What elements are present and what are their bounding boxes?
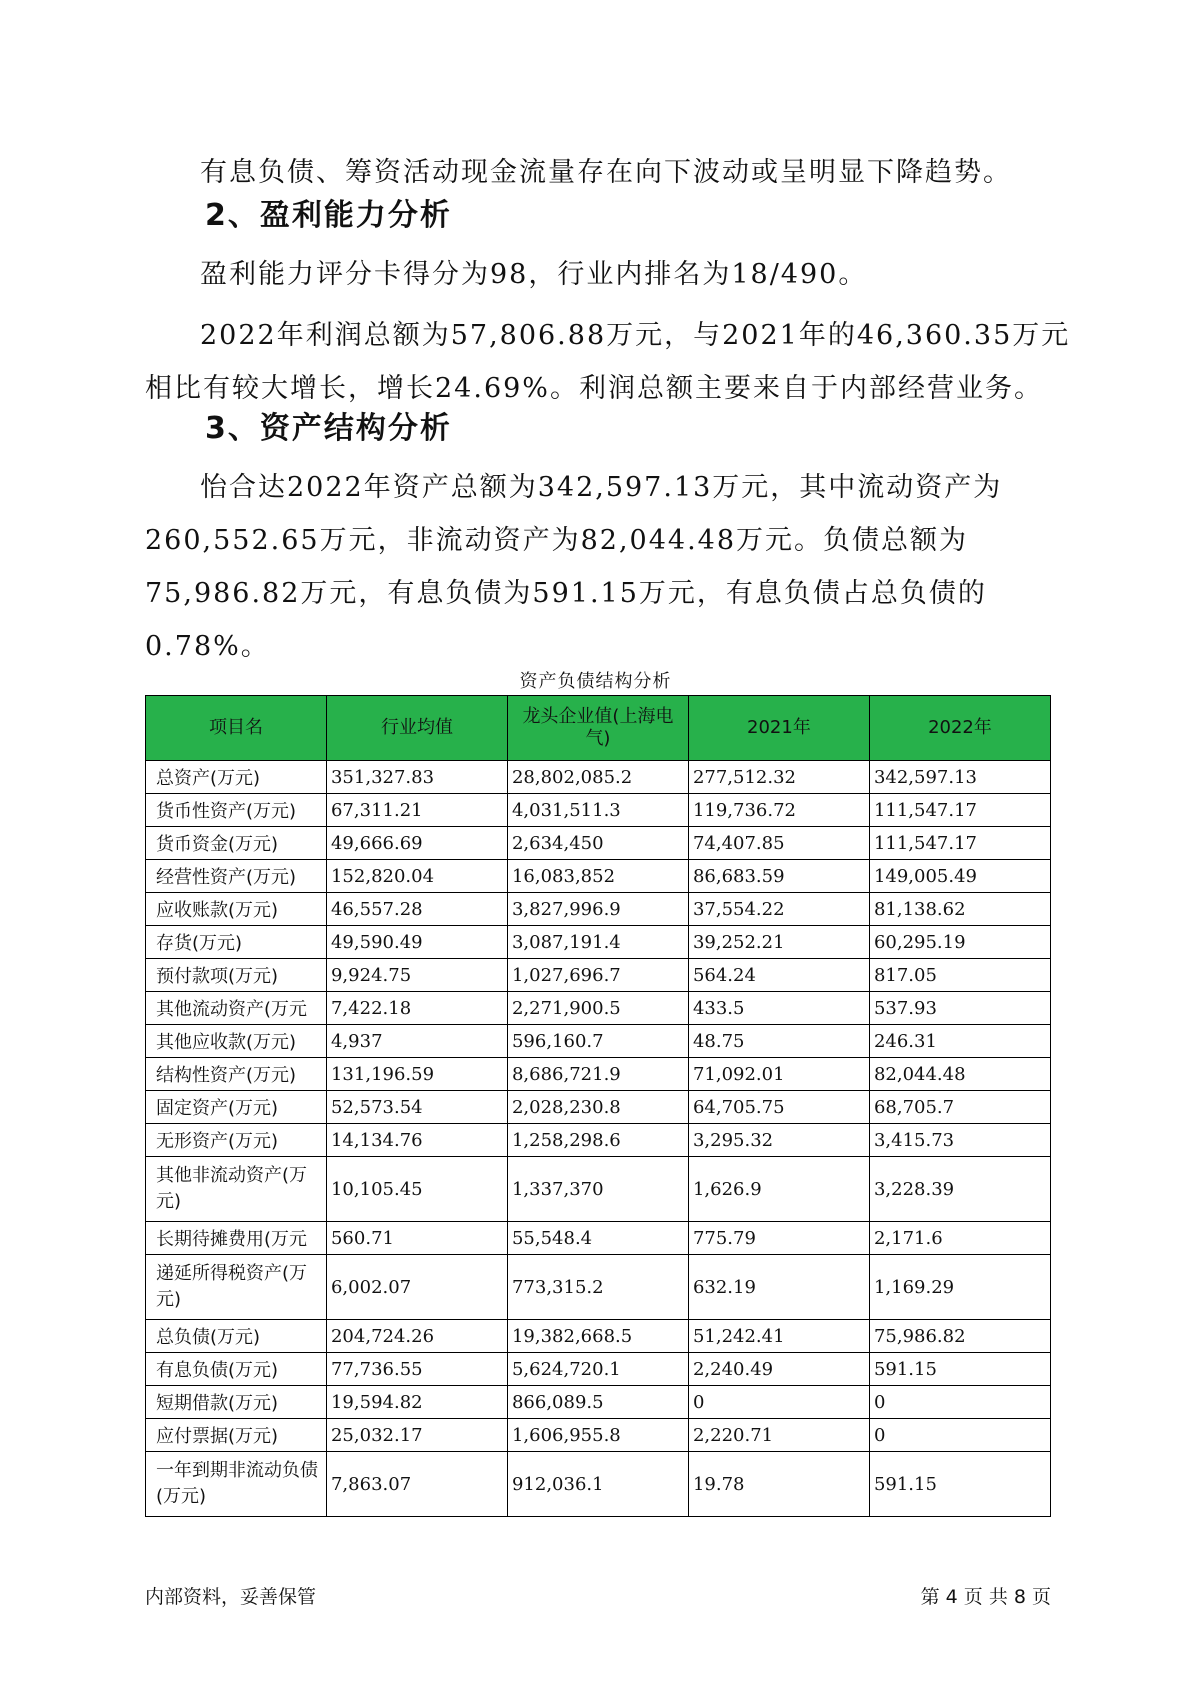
cell-2021: 51,242.41 <box>688 1320 869 1353</box>
cell-item-name: 固定资产(万元) <box>146 1091 327 1124</box>
cell-2022: 1,169.29 <box>869 1255 1050 1320</box>
cell-item-name: 其他非流动资产(万元) <box>146 1157 327 1222</box>
cell-2021: 19.78 <box>688 1452 869 1517</box>
cell-leader-value: 866,089.5 <box>507 1386 688 1419</box>
column-header-2022: 2022年 <box>869 696 1050 761</box>
column-header-industry-avg: 行业均值 <box>326 696 507 761</box>
section-heading-asset-structure: 3、资产结构分析 <box>205 411 452 446</box>
cell-industry-avg: 4,937 <box>326 1025 507 1058</box>
cell-2022: 81,138.62 <box>869 893 1050 926</box>
cell-2021: 71,092.01 <box>688 1058 869 1091</box>
cell-2022: 537.93 <box>869 992 1050 1025</box>
table-row <box>146 1124 1051 1157</box>
cell-2022: 342,597.13 <box>869 761 1050 794</box>
cell-2021: 37,554.22 <box>688 893 869 926</box>
cell-2021: 119,736.72 <box>688 794 869 827</box>
cell-item-name: 短期借款(万元) <box>146 1386 327 1419</box>
cell-item-name: 有息负债(万元) <box>146 1353 327 1386</box>
cell-item-name: 结构性资产(万元) <box>146 1058 327 1091</box>
cell-2022: 817.05 <box>869 959 1050 992</box>
cell-2022: 0 <box>869 1419 1050 1452</box>
paragraph-asset-summary: 怡合达2022年资产总额为342,597.13万元，其中流动资产为260,552.65万元，非流动资产为82,044.48万元。负债总额为75,986.82万元，有息负债为591.15万元，有息负债占总负债的0.78%。 <box>145 472 1003 662</box>
table-row <box>146 1386 1051 1419</box>
cell-2021: 3,295.32 <box>688 1124 869 1157</box>
cell-industry-avg: 7,422.18 <box>326 992 507 1025</box>
cell-item-name: 货币资金(万元) <box>146 827 327 860</box>
table-row <box>146 1091 1051 1124</box>
cell-leader-value: 1,606,955.8 <box>507 1419 688 1452</box>
cell-leader-value: 8,686,721.9 <box>507 1058 688 1091</box>
balance-sheet-table <box>145 695 1051 1517</box>
cell-leader-value: 2,271,900.5 <box>507 992 688 1025</box>
cell-industry-avg: 10,105.45 <box>326 1157 507 1222</box>
cell-2021: 0 <box>688 1386 869 1419</box>
table-row <box>146 893 1051 926</box>
cell-item-name: 一年到期非流动负债(万元) <box>146 1452 327 1517</box>
table-row <box>146 1058 1051 1091</box>
cell-industry-avg: 204,724.26 <box>326 1320 507 1353</box>
cell-2021: 564.24 <box>688 959 869 992</box>
cell-2022: 591.15 <box>869 1452 1050 1517</box>
cell-industry-avg: 77,736.55 <box>326 1353 507 1386</box>
cell-industry-avg: 560.71 <box>326 1222 507 1255</box>
cell-item-name: 其他应收款(万元) <box>146 1025 327 1058</box>
cell-industry-avg: 351,327.83 <box>326 761 507 794</box>
table-header-row <box>146 696 1051 761</box>
cell-2021: 775.79 <box>688 1222 869 1255</box>
cell-leader-value: 1,027,696.7 <box>507 959 688 992</box>
cell-2021: 39,252.21 <box>688 926 869 959</box>
cell-2021: 64,705.75 <box>688 1091 869 1124</box>
cell-industry-avg: 67,311.21 <box>326 794 507 827</box>
cell-item-name: 应收账款(万元) <box>146 893 327 926</box>
cell-item-name: 总资产(万元) <box>146 761 327 794</box>
cell-leader-value: 2,028,230.8 <box>507 1091 688 1124</box>
cell-2022: 60,295.19 <box>869 926 1050 959</box>
cell-2021: 433.5 <box>688 992 869 1025</box>
cell-leader-value: 3,827,996.9 <box>507 893 688 926</box>
cell-leader-value: 5,624,720.1 <box>507 1353 688 1386</box>
cell-leader-value: 1,337,370 <box>507 1157 688 1222</box>
cell-2022: 246.31 <box>869 1025 1050 1058</box>
cell-item-name: 长期待摊费用(万元 <box>146 1222 327 1255</box>
table-caption: 资产负债结构分析 <box>519 671 672 692</box>
cell-industry-avg: 49,590.49 <box>326 926 507 959</box>
table-row <box>146 926 1051 959</box>
cell-leader-value: 2,634,450 <box>507 827 688 860</box>
cell-2022: 82,044.48 <box>869 1058 1050 1091</box>
cell-leader-value: 1,258,298.6 <box>507 1124 688 1157</box>
paragraph-profit-scorecard: 盈利能力评分卡得分为98，行业内排名为18/490。 <box>200 259 868 290</box>
section-heading-profitability: 2、盈利能力分析 <box>205 198 452 233</box>
table-row <box>146 1419 1051 1452</box>
cell-2022: 111,547.17 <box>869 827 1050 860</box>
table-row <box>146 1353 1051 1386</box>
footer-page-number: 第 4 页 共 8 页 <box>920 1586 1051 1608</box>
column-header-2021: 2021年 <box>688 696 869 761</box>
cell-industry-avg: 49,666.69 <box>326 827 507 860</box>
cell-leader-value: 596,160.7 <box>507 1025 688 1058</box>
cell-industry-avg: 19,594.82 <box>326 1386 507 1419</box>
cell-item-name: 应付票据(万元) <box>146 1419 327 1452</box>
table-row <box>146 959 1051 992</box>
cell-industry-avg: 9,924.75 <box>326 959 507 992</box>
cell-2021: 632.19 <box>688 1255 869 1320</box>
cell-leader-value: 55,548.4 <box>507 1222 688 1255</box>
cell-leader-value: 4,031,511.3 <box>507 794 688 827</box>
cell-item-name: 无形资产(万元) <box>146 1124 327 1157</box>
cell-item-name: 货币性资产(万元) <box>146 794 327 827</box>
cell-2021: 1,626.9 <box>688 1157 869 1222</box>
cell-2022: 149,005.49 <box>869 860 1050 893</box>
column-header-leader-value: 龙头企业值(上海电气) <box>507 696 688 761</box>
column-header-item-name: 项目名 <box>146 696 327 761</box>
cell-2022: 3,228.39 <box>869 1157 1050 1222</box>
cell-item-name: 其他流动资产(万元 <box>146 992 327 1025</box>
table-body <box>146 761 1051 1517</box>
cell-leader-value: 19,382,668.5 <box>507 1320 688 1353</box>
cell-2021: 86,683.59 <box>688 860 869 893</box>
cell-2021: 2,220.71 <box>688 1419 869 1452</box>
cell-item-name: 经营性资产(万元) <box>146 860 327 893</box>
paragraph-total-profit: 2022年利润总额为57,806.88万元，与2021年的46,360.35万元相比有较大增长，增长24.69%。利润总额主要来自于内部经营业务。 <box>145 320 1071 404</box>
cell-2022: 68,705.7 <box>869 1091 1050 1124</box>
cell-leader-value: 28,802,085.2 <box>507 761 688 794</box>
table-row <box>146 1025 1051 1058</box>
cell-2021: 48.75 <box>688 1025 869 1058</box>
table-row <box>146 761 1051 794</box>
cell-leader-value: 773,315.2 <box>507 1255 688 1320</box>
cell-leader-value: 3,087,191.4 <box>507 926 688 959</box>
cell-2022: 2,171.6 <box>869 1222 1050 1255</box>
cell-item-name: 总负债(万元) <box>146 1320 327 1353</box>
table-row <box>146 1320 1051 1353</box>
cell-item-name: 递延所得税资产(万元) <box>146 1255 327 1320</box>
cell-industry-avg: 7,863.07 <box>326 1452 507 1517</box>
table-row <box>146 1222 1051 1255</box>
table-row <box>146 1452 1051 1517</box>
cell-2022: 111,547.17 <box>869 794 1050 827</box>
cell-2022: 0 <box>869 1386 1050 1419</box>
table-row <box>146 1255 1051 1320</box>
cell-2022: 591.15 <box>869 1353 1050 1386</box>
cell-industry-avg: 46,557.28 <box>326 893 507 926</box>
cell-leader-value: 912,036.1 <box>507 1452 688 1517</box>
cell-industry-avg: 131,196.59 <box>326 1058 507 1091</box>
cell-item-name: 存货(万元) <box>146 926 327 959</box>
cell-2021: 277,512.32 <box>688 761 869 794</box>
cell-leader-value: 16,083,852 <box>507 860 688 893</box>
cell-industry-avg: 52,573.54 <box>326 1091 507 1124</box>
table-row <box>146 992 1051 1025</box>
cell-2021: 74,407.85 <box>688 827 869 860</box>
cell-industry-avg: 25,032.17 <box>326 1419 507 1452</box>
cell-item-name: 预付款项(万元) <box>146 959 327 992</box>
table-row <box>146 1157 1051 1222</box>
paragraph-debt-trend: 有息负债、筹资活动现金流量存在向下波动或呈明显下降趋势。 <box>200 157 1012 188</box>
table-row <box>146 794 1051 827</box>
footer-confidential-note: 内部资料，妥善保管 <box>145 1586 317 1608</box>
cell-industry-avg: 152,820.04 <box>326 860 507 893</box>
cell-2022: 75,986.82 <box>869 1320 1050 1353</box>
cell-industry-avg: 14,134.76 <box>326 1124 507 1157</box>
table-row <box>146 827 1051 860</box>
cell-2022: 3,415.73 <box>869 1124 1050 1157</box>
table-row <box>146 860 1051 893</box>
cell-industry-avg: 6,002.07 <box>326 1255 507 1320</box>
cell-2021: 2,240.49 <box>688 1353 869 1386</box>
